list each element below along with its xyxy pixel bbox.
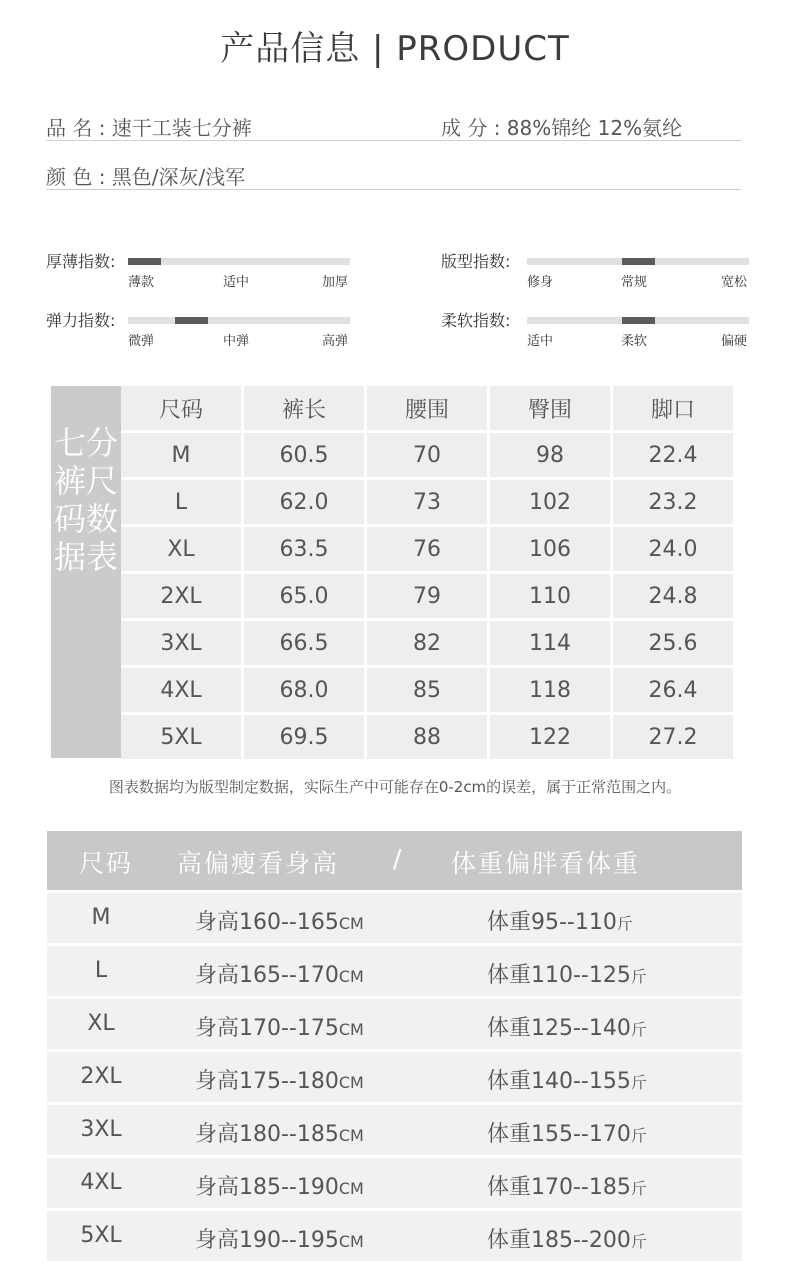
index-softness: [441, 308, 751, 368]
table-cell: 62.0: [244, 480, 367, 527]
column-header: 尺码: [121, 386, 244, 433]
fit-weight-value: 体重140--155: [487, 1069, 631, 1094]
table-cell: 82: [367, 621, 490, 668]
table-row: [47, 999, 742, 1049]
fit-height-value: 身高170--175: [195, 1016, 339, 1041]
table-cell: 76: [367, 527, 490, 574]
fit-weight: [487, 1011, 647, 1042]
fit-weight: [487, 1223, 647, 1254]
index-bar: [128, 258, 350, 265]
fit-weight-value: 体重185--200: [487, 1228, 631, 1253]
index-tick: 偏硬: [721, 334, 748, 349]
fit-height: [195, 905, 364, 936]
table-row: [121, 480, 733, 527]
fit-height-value: 身高185--190: [195, 1175, 339, 1200]
table-row: [121, 433, 733, 480]
fit-weight-value: 体重95--110: [487, 910, 617, 935]
fit-height: [195, 1170, 364, 1201]
fit-height-value: 身高190--195: [195, 1228, 339, 1253]
size-table-title: 七分裤尺码数据表: [53, 424, 118, 576]
fit-weight-unit: 斤: [630, 1232, 647, 1251]
fit-height: [195, 1011, 364, 1042]
table-row: [47, 1211, 742, 1261]
table-cell: 122: [490, 715, 613, 762]
table-cell: 79: [367, 574, 490, 621]
table-cell: 114: [490, 621, 613, 668]
fit-size: XL: [87, 1011, 115, 1036]
fit-weight-unit: 斤: [630, 967, 647, 986]
fit-height-value: 身高160--165: [195, 910, 339, 935]
index-label: 版型指数:: [441, 252, 511, 271]
column-header: 腰围: [367, 386, 490, 433]
index-label: 弹力指数:: [46, 311, 116, 330]
page-title: 产品信息 | PRODUCT: [220, 29, 570, 69]
fit-size: 5XL: [80, 1223, 122, 1248]
index-tick: 常规: [621, 275, 648, 290]
table-cell: 98: [490, 433, 613, 480]
fit-header-height: 高偏瘦看身高: [177, 849, 340, 878]
fit-weight-unit: 斤: [616, 914, 633, 933]
fit-weight-unit: 斤: [630, 1179, 647, 1198]
fit-size: 3XL: [80, 1117, 122, 1142]
fit-height-unit: CM: [338, 1179, 364, 1198]
table-cell: 63.5: [244, 527, 367, 574]
table-header-row: [121, 386, 733, 433]
index-bar: [128, 317, 350, 324]
table-cell: 73: [367, 480, 490, 527]
index-tick: 修身: [527, 275, 554, 290]
fit-weight-value: 体重155--170: [487, 1122, 631, 1147]
fit-weight-value: 体重170--185: [487, 1175, 631, 1200]
table-cell: 22.4: [613, 433, 733, 480]
size-table: [121, 386, 740, 762]
fit-table: [47, 890, 742, 1261]
column-header: 臀围: [490, 386, 613, 433]
index-tick: 薄款: [128, 275, 155, 290]
table-cell: 2XL: [121, 574, 244, 621]
table-cell: 23.2: [613, 480, 733, 527]
table-cell: 106: [490, 527, 613, 574]
table-cell: 25.6: [613, 621, 733, 668]
fit-height-unit: CM: [338, 1232, 364, 1251]
table-cell: 3XL: [121, 621, 244, 668]
fit-height-unit: CM: [338, 967, 364, 986]
table-cell: 118: [490, 668, 613, 715]
table-row: [47, 1158, 742, 1208]
index-tick: 宽松: [721, 275, 748, 290]
index-tick: 适中: [223, 275, 250, 290]
fit-height-unit: CM: [338, 1126, 364, 1145]
fit-weight: [487, 1064, 647, 1095]
fit-height-value: 身高180--185: [195, 1122, 339, 1147]
column-header: 脚口: [613, 386, 733, 433]
table-row: [121, 574, 733, 621]
fit-size: L: [94, 958, 108, 983]
table-cell: 4XL: [121, 668, 244, 715]
column-header: 裤长: [244, 386, 367, 433]
fit-weight: [487, 1170, 647, 1201]
table-cell: 24.8: [613, 574, 733, 621]
index-tick: 中弹: [223, 334, 250, 349]
index-fit: [441, 249, 751, 309]
fit-weight: [487, 958, 647, 989]
fit-height-value: 身高165--170: [195, 963, 339, 988]
fit-height-unit: CM: [338, 1020, 364, 1039]
table-cell: 24.0: [613, 527, 733, 574]
size-table-side-label: [51, 386, 121, 758]
fit-header-size: 尺码: [79, 849, 134, 878]
index-tick: 柔软: [621, 334, 648, 349]
fit-height-unit: CM: [338, 1073, 364, 1092]
table-cell: 5XL: [121, 715, 244, 762]
fit-height: [195, 958, 364, 989]
fit-weight: [487, 905, 633, 936]
table-cell: 69.5: [244, 715, 367, 762]
table-cell: 27.2: [613, 715, 733, 762]
fit-header-separator: /: [393, 844, 404, 873]
table-cell: 70: [367, 433, 490, 480]
index-tick: 适中: [527, 334, 554, 349]
index-tick: 微弹: [128, 334, 155, 349]
index-fill: [622, 317, 655, 324]
index-tick: 加厚: [322, 275, 349, 290]
fit-table-header: [47, 831, 742, 890]
fit-weight-unit: 斤: [630, 1020, 647, 1039]
table-row: [121, 668, 733, 715]
table-note: 图表数据均为版型制定数据，实际生产中可能存在0-2cm的误差，属于正常范围之内。: [108, 778, 682, 796]
index-fill: [175, 317, 208, 324]
product-color: 颜 色 : 黑色/深灰/浅军: [46, 165, 246, 189]
table-cell: XL: [121, 527, 244, 574]
index-tick: 高弹: [322, 334, 349, 349]
index-label: 厚薄指数:: [46, 252, 116, 271]
fit-weight: [487, 1117, 647, 1148]
index-fill: [622, 258, 655, 265]
table-row: [47, 893, 742, 943]
table-row: [121, 527, 733, 574]
table-cell: M: [121, 433, 244, 480]
table-row: [121, 621, 733, 668]
fit-weight-unit: 斤: [630, 1073, 647, 1092]
fit-height-unit: CM: [338, 914, 364, 933]
fit-size: 4XL: [80, 1170, 122, 1195]
fit-size: M: [91, 905, 111, 930]
table-cell: 102: [490, 480, 613, 527]
index-fill: [128, 258, 161, 265]
table-cell: 85: [367, 668, 490, 715]
fit-height: [195, 1064, 364, 1095]
table-cell: 65.0: [244, 574, 367, 621]
table-cell: 110: [490, 574, 613, 621]
divider: [46, 140, 741, 141]
index-elasticity: [46, 308, 356, 368]
table-cell: 88: [367, 715, 490, 762]
index-label: 柔软指数:: [441, 311, 511, 330]
index-bar: [527, 317, 749, 324]
table-cell: 60.5: [244, 433, 367, 480]
fit-weight-unit: 斤: [630, 1126, 647, 1145]
fit-size: 2XL: [80, 1064, 122, 1089]
table-cell: 68.0: [244, 668, 367, 715]
index-thickness: [46, 249, 356, 309]
divider: [46, 189, 741, 190]
product-composition: 成 分 : 88%锦纶 12%氨纶: [441, 116, 683, 140]
fit-height-value: 身高175--180: [195, 1069, 339, 1094]
index-bar: [527, 258, 749, 265]
fit-weight-value: 体重125--140: [487, 1016, 631, 1041]
fit-weight-value: 体重110--125: [487, 963, 631, 988]
table-row: [47, 1105, 742, 1155]
table-row: [121, 715, 733, 762]
table-row: [47, 946, 742, 996]
table-cell: 66.5: [244, 621, 367, 668]
table-row: [47, 1052, 742, 1102]
table-cell: L: [121, 480, 244, 527]
table-cell: 26.4: [613, 668, 733, 715]
product-name: 品 名 : 速干工装七分裤: [46, 116, 252, 140]
fit-height: [195, 1223, 364, 1254]
fit-height: [195, 1117, 364, 1148]
fit-header-weight: 体重偏胖看体重: [451, 849, 641, 878]
